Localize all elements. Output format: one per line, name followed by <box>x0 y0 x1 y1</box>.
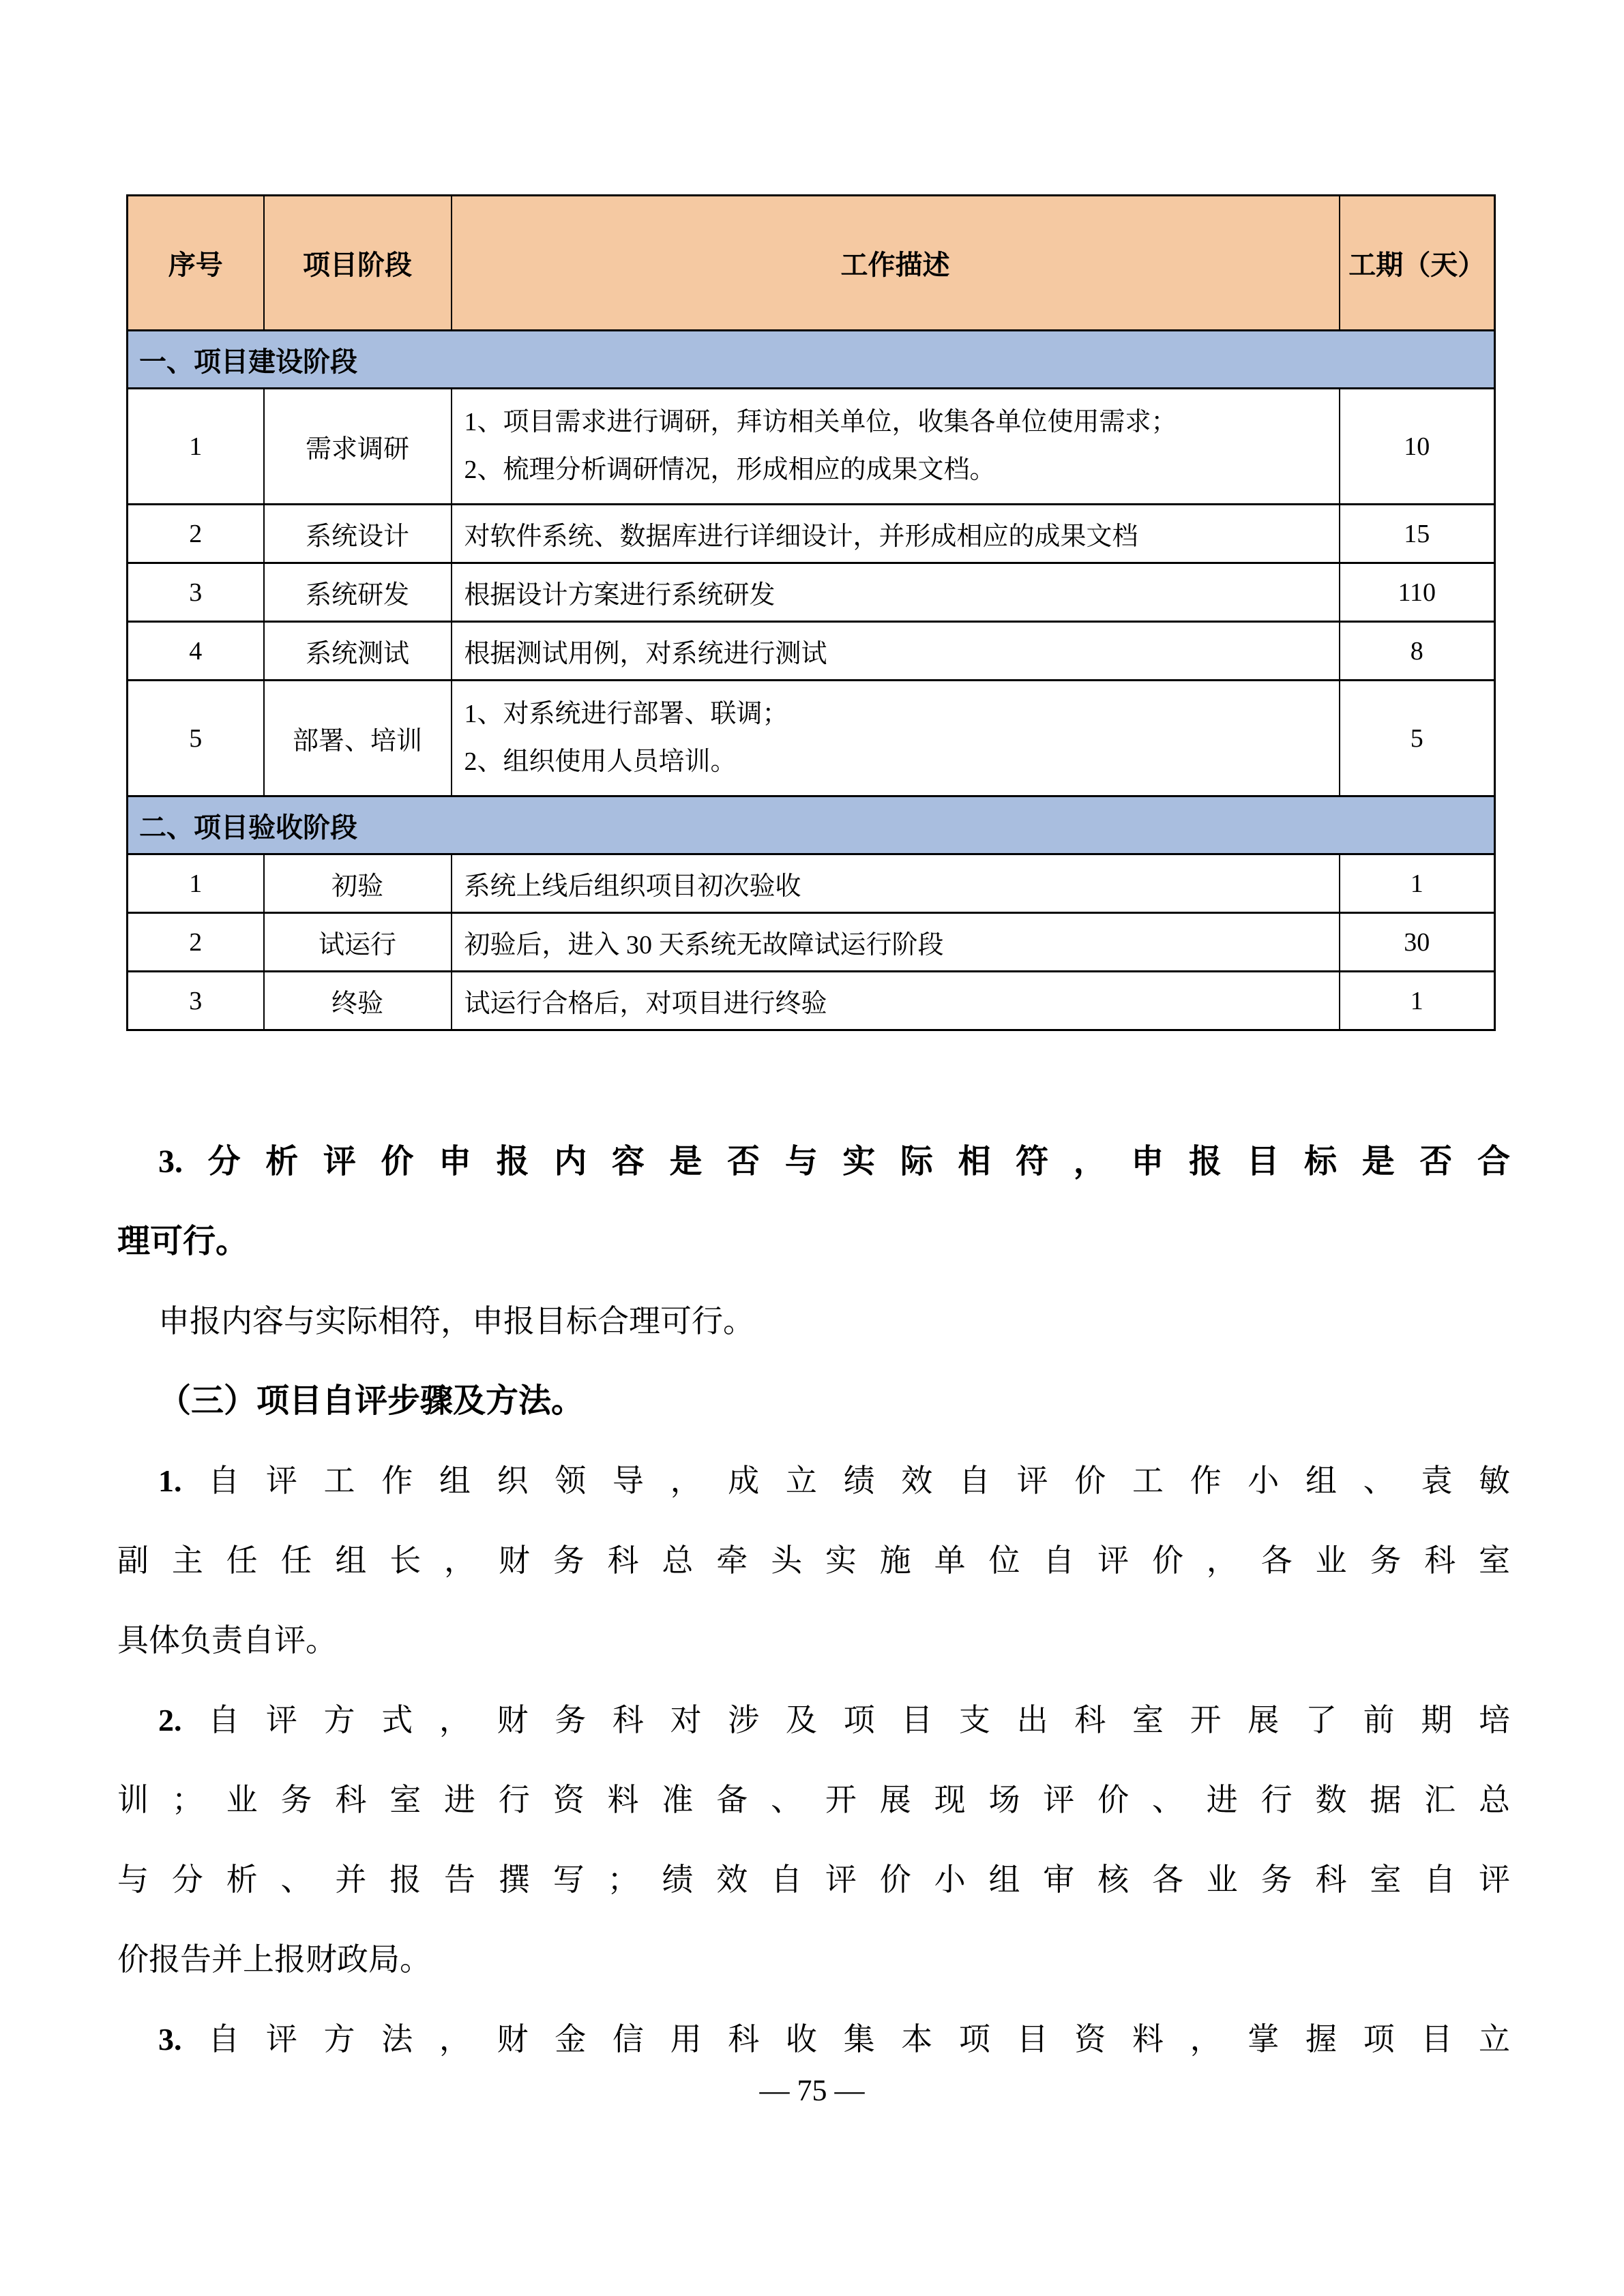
table-row <box>128 854 1495 913</box>
table-row <box>128 563 1495 622</box>
table-row <box>128 913 1495 972</box>
paragraph-line: 训；业务科室进行资料准备、开展现场评价、进行数据汇总 <box>117 1783 1510 1817</box>
duration-cell: 110 <box>1340 563 1495 622</box>
description-cell: 试运行合格后，对项目进行终验 <box>452 972 1340 1030</box>
section-title: 一、项目建设阶段 <box>128 331 1495 389</box>
duration-cell: 8 <box>1340 622 1495 681</box>
paragraph-line: 2.自评方式，财务科对涉及项目支出科室开展了前期培 <box>158 1703 1510 1738</box>
stage-cell: 系统设计 <box>264 505 452 563</box>
stage-cell: 需求调研 <box>264 389 452 505</box>
table-row <box>128 622 1495 681</box>
table-row <box>128 681 1495 796</box>
table-row <box>128 972 1495 1030</box>
serial-cell: 4 <box>128 622 264 681</box>
paragraph-line: 价报告并上报财政局。 <box>117 1942 431 1977</box>
table-row <box>128 505 1495 563</box>
description-line: 1、项目需求进行调研，拜访相关单位，收集各单位使用需求； <box>464 407 1177 436</box>
table-header-row <box>128 196 1495 331</box>
section-row-acceptance <box>128 796 1495 854</box>
description-cell: 根据设计方案进行系统研发 <box>452 563 1340 622</box>
list-number: 1. <box>158 1463 182 1498</box>
description-cell: 根据测试用例，对系统进行测试 <box>452 622 1340 681</box>
duration-cell: 15 <box>1340 505 1495 563</box>
description-cell: 系统上线后组织项目初次验收 <box>452 854 1340 913</box>
serial-cell: 1 <box>128 389 264 505</box>
table-row <box>128 389 1495 505</box>
section-row-build <box>128 331 1495 389</box>
stage-cell: 系统测试 <box>264 622 452 681</box>
paragraph-line: 申报内容与实际相符，申报目标合理可行。 <box>158 1304 754 1339</box>
header-serial: 序号 <box>128 196 264 331</box>
paragraph-line: 3.自评方法，财金信用科收集本项目资料，掌握项目立 <box>158 2022 1510 2057</box>
header-duration: 工期（天） <box>1340 196 1495 331</box>
stage-cell: 部署、培训 <box>264 681 452 796</box>
stage-cell: 初验 <box>264 854 452 913</box>
duration-cell: 10 <box>1340 389 1495 505</box>
paragraph-line: 3.分析评价申报内容是否与实际相符，申报目标是否合 <box>158 1144 1510 1180</box>
serial-cell: 5 <box>128 681 264 796</box>
stage-cell: 系统研发 <box>264 563 452 622</box>
project-schedule-table <box>126 194 1496 1031</box>
duration-cell: 1 <box>1340 854 1495 913</box>
paragraph-line: 1.自评工作组织领导，成立绩效自评价工作小组、袁敏 <box>158 1463 1510 1498</box>
serial-cell: 1 <box>128 854 264 913</box>
description-line: 2、梳理分析调研情况，形成相应的成果文档。 <box>464 455 996 484</box>
description-cell: 对软件系统、数据库进行详细设计，并形成相应的成果文档 <box>452 505 1340 563</box>
duration-cell: 5 <box>1340 681 1495 796</box>
section-title: 二、项目验收阶段 <box>128 796 1495 854</box>
body-text <box>117 1122 1510 2079</box>
stage-cell: 试运行 <box>264 913 452 972</box>
description-cell <box>452 681 1340 796</box>
header-stage: 项目阶段 <box>264 196 452 331</box>
list-number: 3. <box>158 2022 182 2057</box>
serial-cell: 3 <box>128 972 264 1030</box>
description-line: 1、对系统进行部署、联调； <box>464 699 788 728</box>
duration-cell: 1 <box>1340 972 1495 1030</box>
paragraph-line: 理可行。 <box>117 1223 249 1259</box>
serial-cell: 3 <box>128 563 264 622</box>
page-number: — 75 — <box>759 2074 865 2107</box>
list-number: 3. <box>158 1144 183 1180</box>
description-cell <box>452 389 1340 505</box>
serial-cell: 2 <box>128 913 264 972</box>
description-cell: 初验后，进入 30 天系统无故障试运行阶段 <box>452 913 1340 972</box>
paragraph-line: 副主任任组长，财务科总牵头实施单位自评价，各业务科室 <box>117 1543 1510 1578</box>
duration-cell: 30 <box>1340 913 1495 972</box>
header-description: 工作描述 <box>452 196 1340 331</box>
paragraph-line: （三）项目自评步骤及方法。 <box>158 1383 585 1419</box>
stage-cell: 终验 <box>264 972 452 1030</box>
list-number: 2. <box>158 1703 182 1738</box>
serial-cell: 2 <box>128 505 264 563</box>
description-line: 2、组织使用人员培训。 <box>464 747 737 776</box>
paragraph-line: 与分析、并报告撰写；绩效自评价小组审核各业务科室自评 <box>117 1862 1510 1897</box>
paragraph-line: 具体负责自评。 <box>117 1623 337 1658</box>
